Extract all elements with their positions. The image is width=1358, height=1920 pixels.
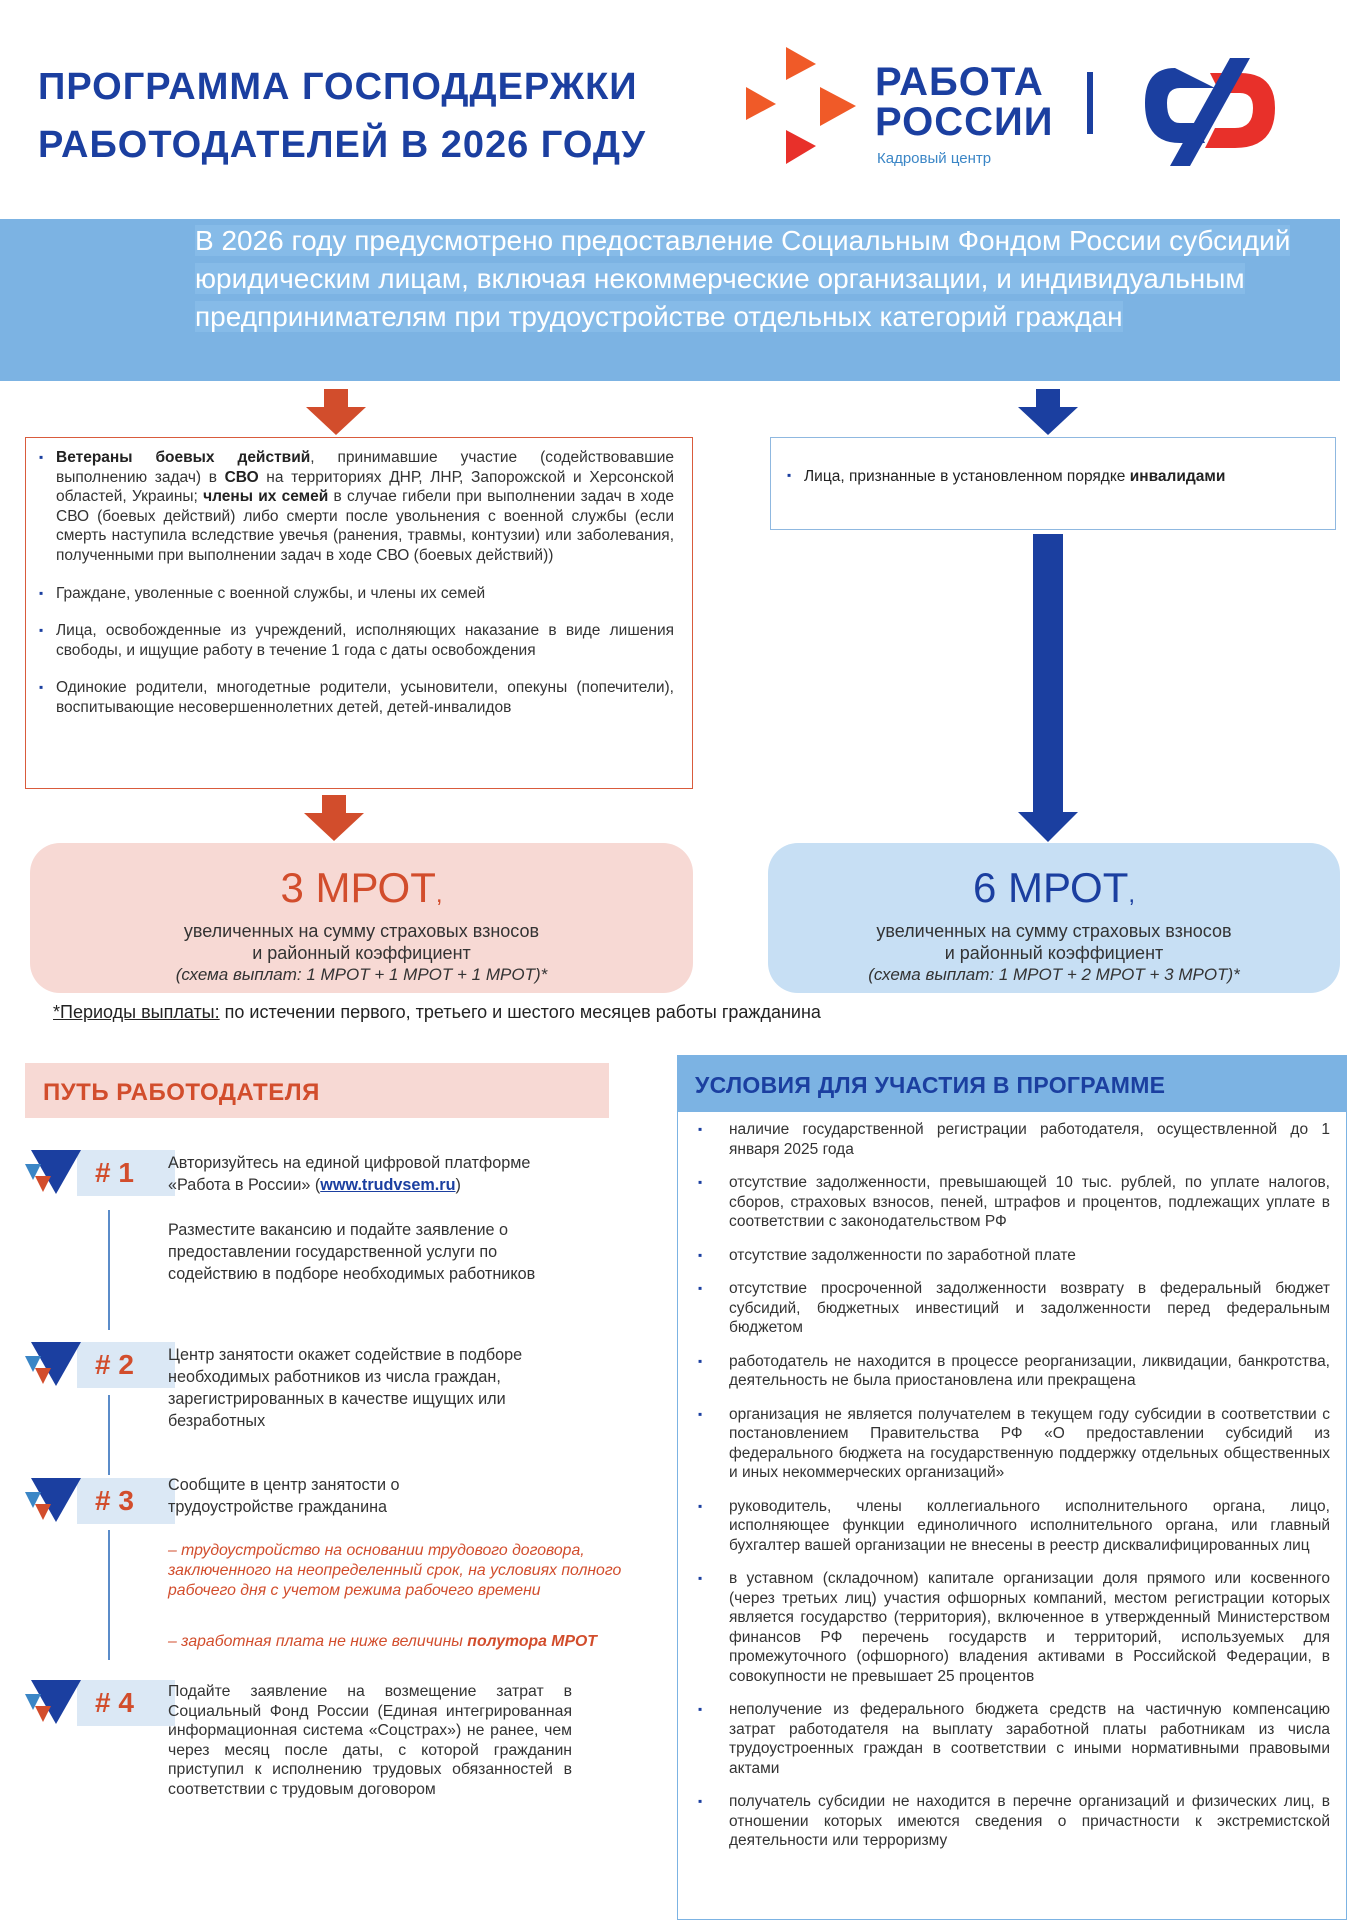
pill-amount-suffix: , (435, 881, 443, 908)
list-item: ▪ получатель субсидии не находится в перечне организаций и физических лиц, в отношении которых имеются сведения о причастности к экстремистской деятельности или терроризму (729, 1792, 1330, 1851)
conditions-title: УСЛОВИЯ ДЛЯ УЧАСТИЯ В ПРОГРАММЕ (695, 1072, 1166, 1098)
arrow-down-icon (306, 389, 366, 435)
triangle-icon (25, 1680, 85, 1726)
step-text-a: Авторизуйтесь на единой цифровой платформе «Работа в России» ( (168, 1154, 531, 1194)
step-badge-3 (25, 1478, 153, 1524)
list-item (804, 468, 1225, 486)
list-item: ▪ неполучение из федерального бюджета средств на частичную компенсацию затрат работодателя на выплату заработной платы работникам из числа трудоустроенных граждан в соответствии с иными нормативными правовыми актами (729, 1700, 1330, 1778)
category-text: Лица, признанные в установленном порядке (804, 468, 1130, 485)
big-arrow-shaft (1033, 534, 1063, 814)
step-number: # 4 (95, 1687, 134, 1718)
category-bold: СВО (224, 468, 259, 486)
logo-rr-name (875, 62, 1054, 142)
pill-desc: увеличенных на сумму страховых взносов (183, 921, 540, 941)
category-text: в случае гибели при выполнении задач в ходе СВО (боевых действий) либо смерти после увольнения с военной службы (если смерть наступила вследствие увечья (ранения, травмы, контузии) или заболевания, полученными при выполнении задач в ходе СВО (боевых действий)) (56, 488, 674, 564)
pill-scheme: (схема выплат: 1 МРОТ + 2 МРОТ + 3 МРОТ)* (868, 965, 1240, 984)
list-item: ▪ Лица, освобожденные из учреждений, исполняющих наказание в виде лишения свободы, и ищущие работу в течение 1 года с даты освобождения (56, 621, 674, 660)
pill-amount (30, 863, 693, 920)
arrow-down-icon (1018, 389, 1078, 435)
right-category-box (770, 437, 1336, 530)
category-text: , принимавшие участие (содействовавшие выполнению задач) в (56, 449, 674, 486)
step-number: # 2 (95, 1349, 134, 1380)
logo-rr-line1: РАБОТА (875, 60, 1044, 104)
list-item: ▪ отсутствие просроченной задолженности возврату в федеральный бюджет субсидий, бюджетных инвестиций и задолженности перед федеральным бюджетом (729, 1279, 1330, 1338)
step-connector (108, 1210, 110, 1330)
pill-amount-suffix: , (1128, 881, 1136, 908)
payment-pill-6-mrot (768, 843, 1340, 993)
logo-separator (1087, 72, 1093, 134)
pill-amount-value: 6 МРОТ (972, 864, 1129, 911)
list-item: ▪ отсутствие задолженности по заработной плате (729, 1246, 1330, 1266)
trudvsem-link[interactable]: www.trudvsem.ru (320, 1176, 456, 1194)
title-line-2: РАБОТОДАТЕЛЕЙ В 2026 ГОДУ (38, 124, 647, 166)
step-1-text-2: Разместите вакансию и подайте заявление о предоставлении государственной услуги по содействию в подборе необходимых работников (168, 1221, 536, 1283)
triangle-icon (25, 1150, 85, 1196)
list-item: ▪ организация не является получателем в текущем году субсидии в соответствии с постановлением Правительства РФ «О предоставлении субсидий из федерального бюджета на государственную поддержку отдельных общественных и иных некоммерческих организаций» (729, 1405, 1330, 1483)
employer-path-header (25, 1063, 609, 1118)
payment-pill-3-mrot (30, 843, 693, 993)
arrow-down-icon (304, 795, 364, 841)
step-2-text: Центр занятости окажет содействие в подборе необходимых работников из числа граждан, зарегистрированных в качестве ищущих или безработных (168, 1346, 523, 1430)
conditions-box (677, 1112, 1347, 1920)
category-text: на территориях ДНР, ЛНР, Запорожской и Херсонской областей, Украины; (56, 468, 675, 506)
payment-periods-note (53, 1002, 821, 1023)
list-item: ▪ руководитель, члены коллегиального исполнительного органа, лицо, исполняющее функции единоличного исполнительного органа, или главный бухгалтер вашей организации не внесены в реестр дисквалифицированных лиц (729, 1497, 1330, 1556)
logo-rr-subtitle: Кадровый центр (877, 150, 992, 167)
step-3-note-2 (168, 1632, 638, 1652)
pill-amount-value: 3 МРОТ (280, 864, 436, 911)
step-3-text: Сообщите в центр занятости о трудоустройстве гражданина (168, 1476, 400, 1516)
step-number: # 1 (95, 1157, 134, 1188)
category-bold: Ветераны боевых действий (56, 449, 311, 466)
logo-rr-line2: РОССИИ (875, 100, 1054, 144)
pill-desc: и районный коэффициент (944, 943, 1164, 963)
list-item: ▪ Одинокие родители, многодетные родители, усыновители, опекуны (попечители), воспитывающие несовершеннолетних детей, детей-инвалидов (56, 678, 674, 717)
title-line-1: ПРОГРАММА ГОСПОДДЕРЖКИ (38, 66, 638, 108)
triangle-icon (25, 1342, 85, 1388)
category-bold: инвалидами (1129, 468, 1226, 485)
step-badge-1 (25, 1150, 153, 1196)
triangle-icon (25, 1478, 85, 1524)
step-badge-2 (25, 1342, 153, 1388)
arrow-down-icon (1018, 812, 1078, 842)
periods-label: *Периоды выплаты: (53, 1002, 220, 1022)
page-title (38, 58, 646, 174)
step-connector (108, 1530, 110, 1660)
list-item: ▪ отсутствие задолженности, превышающей 10 тыс. рублей, по уплате налогов, сборов, страховых взносов, пеней, штрафов и процентов, подлежащих уплате в соответствии с законодательством РФ (729, 1173, 1330, 1232)
list-item: ▪ Граждане, уволенные с военной службы, и члены их семей (56, 584, 674, 604)
pill-desc: увеличенных на сумму страховых взносов (876, 921, 1232, 941)
rabota-rossii-logo-icon (738, 42, 868, 172)
left-categories-box (25, 437, 693, 789)
step-3-note-1: – трудоустройство на основании трудового договора, заключенного на неопределенный срок, на условиях полного рабочего дня с учетом режима рабочего времени (168, 1542, 622, 1599)
pill-scheme: (схема выплат: 1 МРОТ + 1 МРОТ + 1 МРОТ)* (175, 965, 548, 984)
step-number: # 3 (95, 1485, 134, 1516)
list-item (56, 448, 674, 566)
social-fund-logo-icon (1135, 48, 1285, 173)
conditions-header (677, 1055, 1347, 1112)
step-4-text: Подайте заявление на возмещение затрат в Социальный Фонд России (Единая интегрированная информационная система «Соцстрах») не ранее, чем через месяц после даты, с которой гражданин приступил к исполнению трудовых обязанностей в соответствии с трудовым договором (168, 1683, 572, 1798)
employer-path-title: ПУТЬ РАБОТОДАТЕЛЯ (43, 1079, 320, 1106)
banner-text-span: В 2026 году предусмотрено предоставление Социальным Фондом России субсидий юридическим лицам, включая некоммерческие организации, и индивидуальным предпринимателям при трудоустройстве отдельных категорий граждан (195, 225, 1291, 332)
pill-amount (768, 863, 1340, 920)
step-badge-4 (25, 1680, 153, 1726)
intro-banner-text (195, 222, 1305, 336)
note2-bold: полутора МРОТ (467, 1633, 597, 1650)
list-item: ▪ наличие государственной регистрации работодателя, осуществленной до 1 января 2025 года (729, 1120, 1330, 1159)
step-1-text (168, 1152, 588, 1196)
periods-text: по истечении первого, третьего и шестого месяцев работы гражданина (219, 1002, 821, 1022)
category-bold: члены их семей (203, 488, 329, 506)
step-connector (108, 1395, 110, 1475)
pill-desc: и районный коэффициент (252, 943, 471, 963)
step-text-b: ) (455, 1176, 461, 1194)
list-item: ▪ работодатель не находится в процессе реорганизации, ликвидации, банкротства, деятельность не была приостановлена или прекращена (729, 1352, 1330, 1391)
list-item: ▪ в уставном (складочном) капитале организации доля прямого или косвенного (через третьих лиц) участия офшорных компаний, местом регистрации которых является государство (территория), включенное в утвержденный Министерством финансов РФ перечень государств и территорий, используемых для промежуточного (офшорного) владения активами в Российской Федерации, в совокупности не превышает 25 процентов (729, 1569, 1330, 1686)
note2-text: – заработная плата не ниже величины (168, 1633, 468, 1650)
